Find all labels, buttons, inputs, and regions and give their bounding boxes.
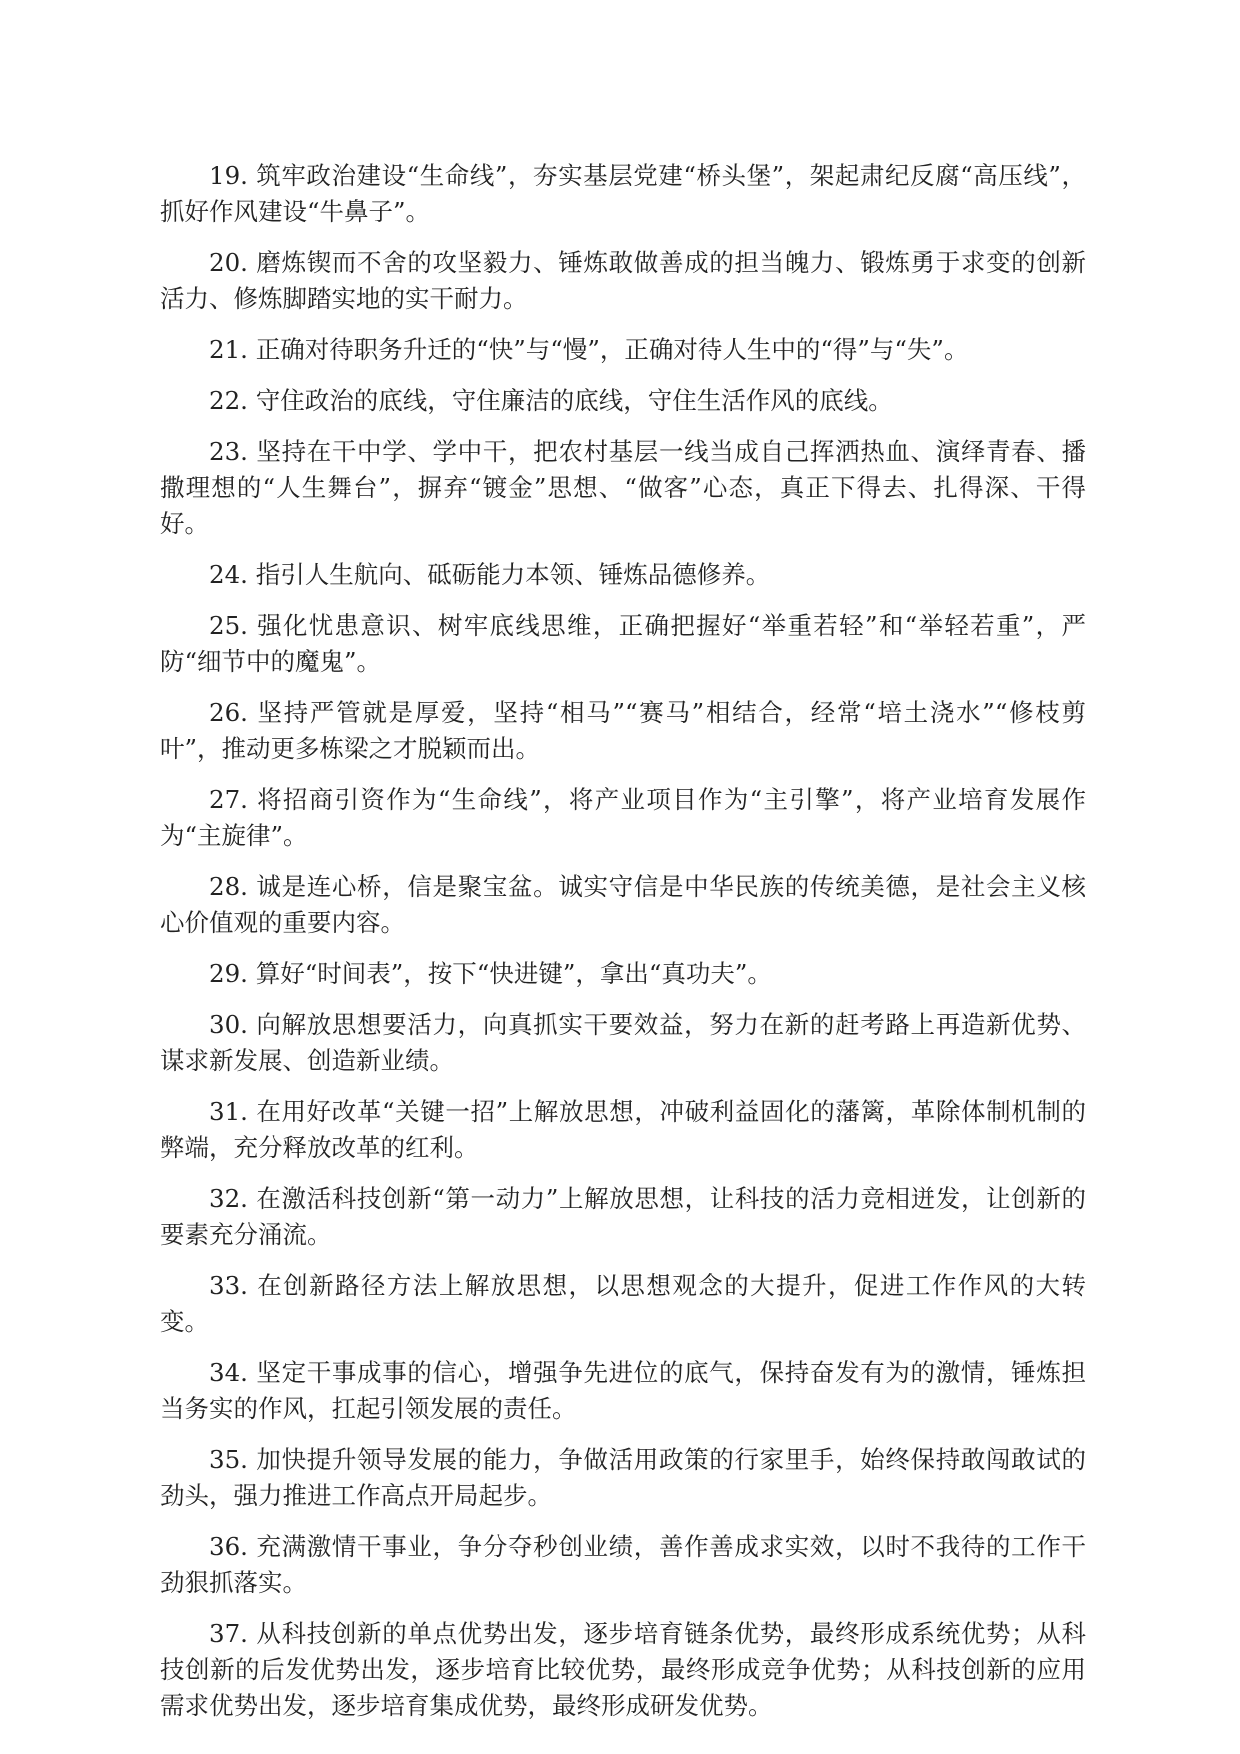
paragraph-35: 35. 加快提升领导发展的能力，争做活用政策的行家里手，始终保持敢闯敢试的劲头，强力推进工作高点开局起步。 xyxy=(160,1445,1086,1510)
paragraph-26: 26. 坚持严管就是厚爱，坚持“相马”“赛马”相结合，经常“培土浇水”“修枝剪叶”，推动更多栋梁之才脱颖而出。 xyxy=(160,698,1086,763)
paragraph-31: 31. 在用好改革“关键一招”上解放思想，冲破利益固化的藩篱，革除体制机制的弊端，充分释放改革的红利。 xyxy=(160,1097,1086,1162)
paragraph-25: 25. 强化忧患意识、树牢底线思维，正确把握好“举重若轻”和“举轻若重”，严防“细节中的魔鬼”。 xyxy=(160,611,1086,676)
paragraph-27: 27. 将招商引资作为“生命线”，将产业项目作为“主引擎”，将产业培育发展作为“主旋律”。 xyxy=(160,785,1086,850)
paragraph-32: 32. 在激活科技创新“第一动力”上解放思想，让科技的活力竞相迸发，让创新的要素充分涌流。 xyxy=(160,1184,1086,1249)
paragraph-21: 21. 正确对待职务升迁的“快”与“慢”，正确对待人生中的“得”与“失”。 xyxy=(209,335,969,364)
paragraph-34: 34. 坚定干事成事的信心，增强争先进位的底气，保持奋发有为的激情，锤炼担当务实的作风，扛起引领发展的责任。 xyxy=(160,1358,1086,1423)
paragraph-20: 20. 磨炼锲而不舍的攻坚毅力、锤炼敢做善成的担当魄力、锻炼勇于求变的创新活力、修炼脚踏实地的实干耐力。 xyxy=(160,248,1086,313)
paragraph-37: 37. 从科技创新的单点优势出发，逐步培育链条优势，最终形成系统优势；从科技创新的后发优势出发，逐步培育比较优势，最终形成竞争优势；从科技创新的应用需求优势出发，逐步培育集成优势，最终形成研发优势。 xyxy=(160,1619,1086,1720)
paragraph-19: 19. 筑牢政治建设“生命线”，夯实基层党建“桥头堡”，架起肃纪反腐“高压线”，抓好作风建设“牛鼻子”。 xyxy=(160,161,1086,226)
paragraph-23: 23. 坚持在干中学、学中干，把农村基层一线当成自己挥洒热血、演绎青春、播撒理想的“人生舞台”，摒弃“镀金”思想、“做客”心态，真正下得去、扎得深、干得好。 xyxy=(160,437,1086,538)
paragraph-22: 22. 守住政治的底线，守住廉洁的底线，守住生活作风的底线。 xyxy=(209,386,893,415)
document-body xyxy=(160,158,1086,1724)
paragraph-28: 28. 诚是连心桥，信是聚宝盆。诚实守信是中华民族的传统美德，是社会主义核心价值观的重要内容。 xyxy=(160,872,1086,937)
paragraph-24: 24. 指引人生航向、砥砺能力本领、锤炼品德修养。 xyxy=(209,560,771,589)
paragraph-30: 30. 向解放思想要活力，向真抓实干要效益，努力在新的赶考路上再造新优势、谋求新发展、创造新业绩。 xyxy=(160,1010,1086,1075)
paragraph-36: 36. 充满激情干事业，争分夺秒创业绩，善作善成求实效，以时不我待的工作干劲狠抓落实。 xyxy=(160,1532,1086,1597)
paragraph-33: 33. 在创新路径方法上解放思想，以思想观念的大提升，促进工作作风的大转变。 xyxy=(160,1271,1086,1336)
paragraph-29: 29. 算好“时间表”，按下“快进键”，拿出“真功夫”。 xyxy=(209,959,772,988)
